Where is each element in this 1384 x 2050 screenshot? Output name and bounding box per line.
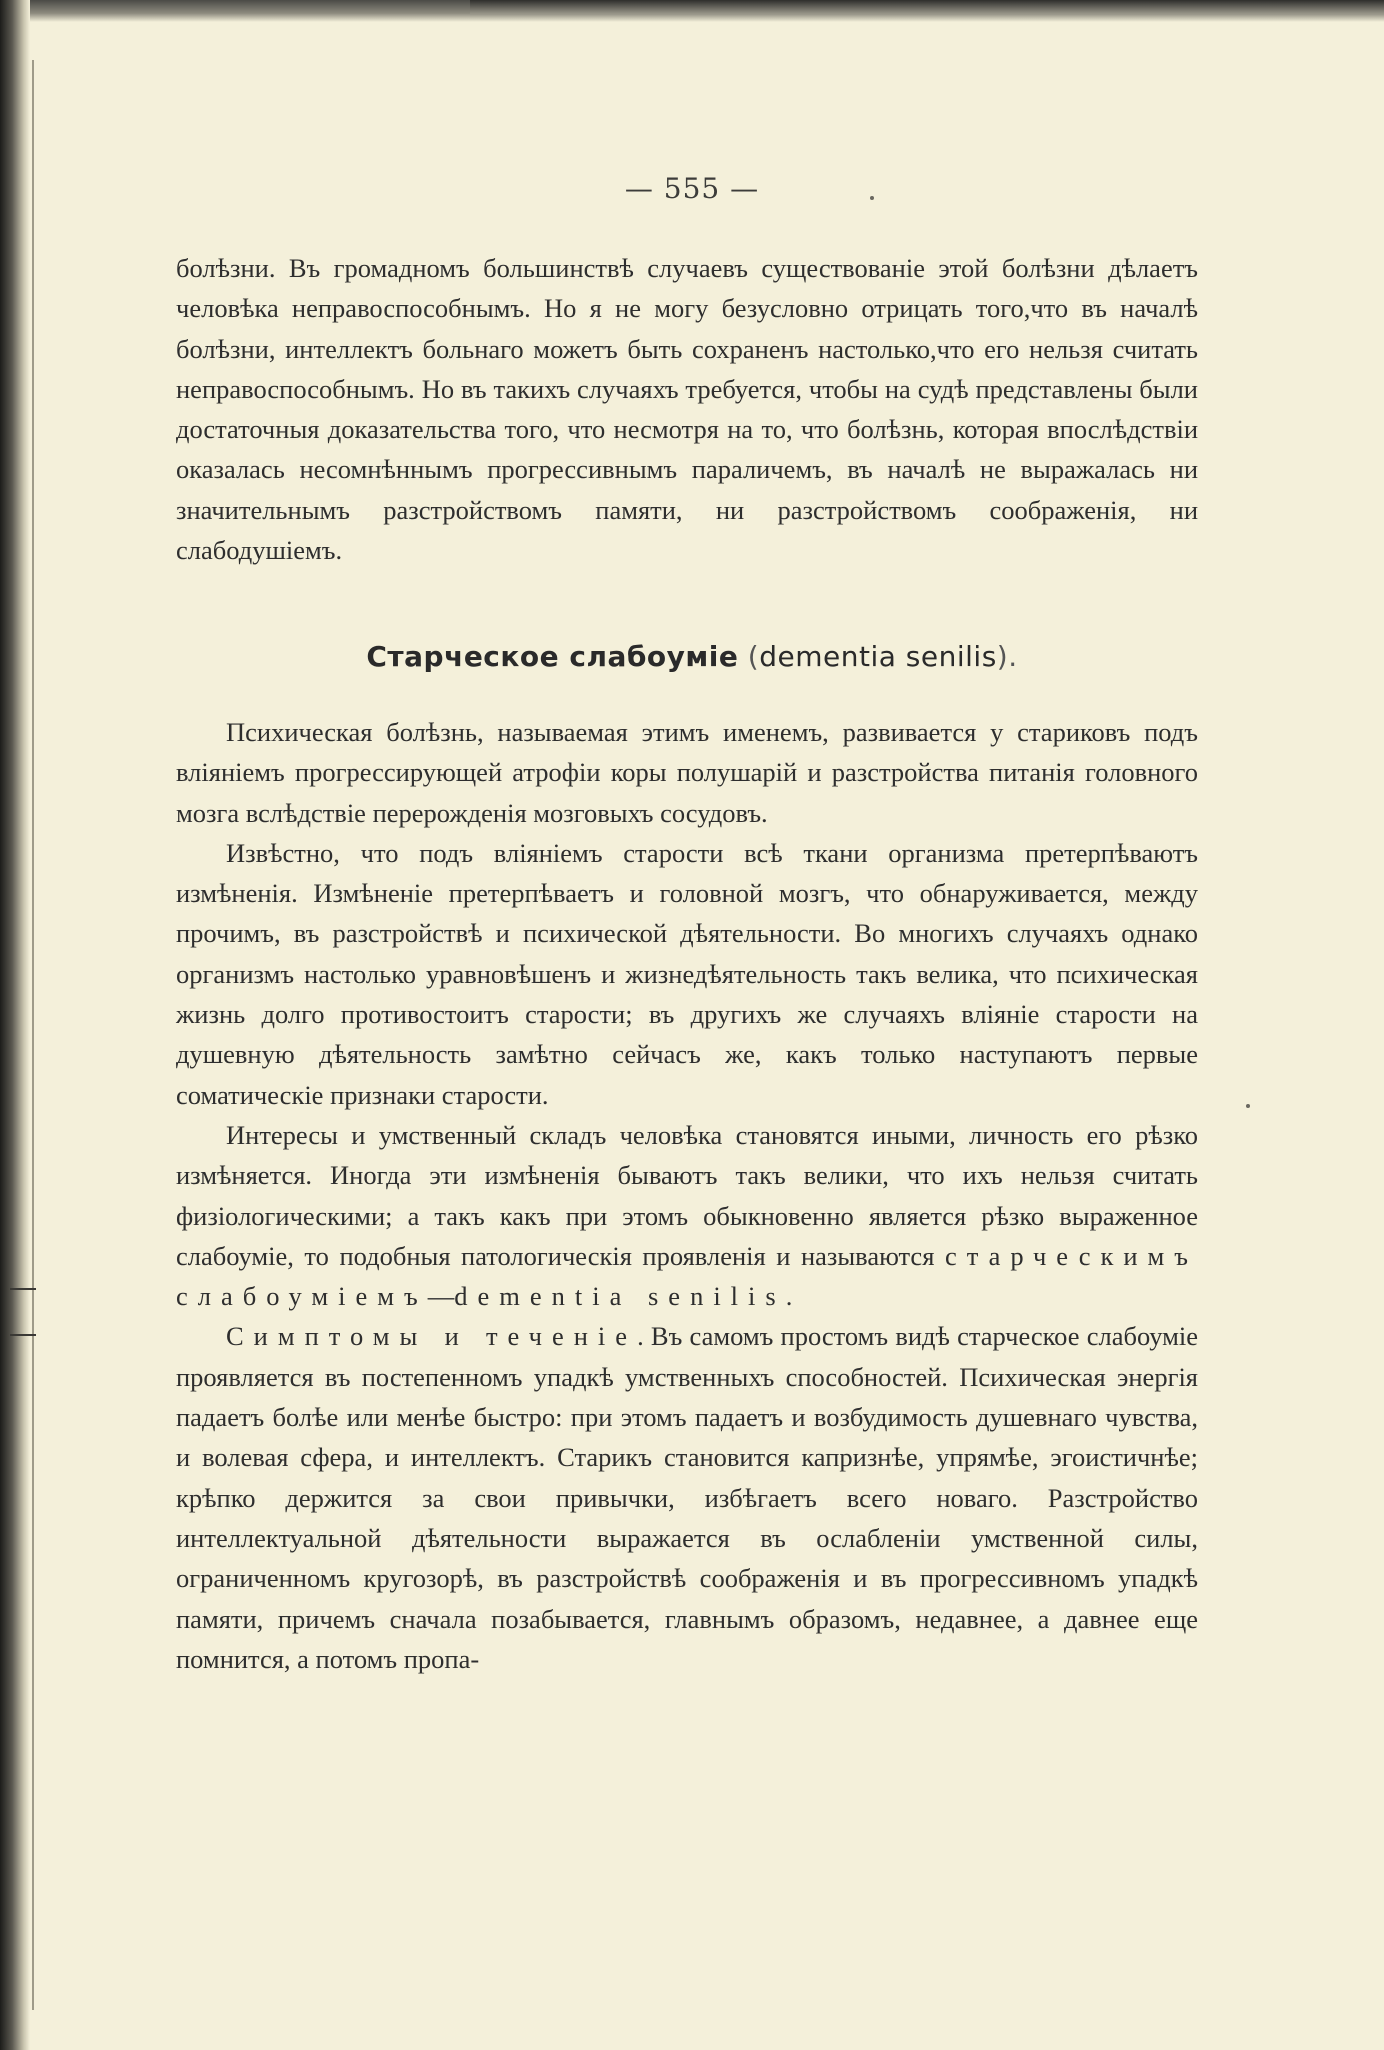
page-left-rule <box>32 60 34 2010</box>
continuation-text: болѣзни. Въ громадномъ большинствѣ случаевъ существованіе этой болѣзни дѣлаетъ человѣка неправоспособнымъ. Но я не могу безусловно отрицать того,что въ началѣ болѣзни, интеллектъ больнаго можетъ быть сохраненъ настолько,что его нельзя считать неправоспособнымъ. Но въ такихъ случаяхъ требуется, чтобы на судѣ представлены были достаточныя доказательства того, что несмотря на то, что болѣзнь, которая впослѣдствіи оказалась несомнѣннымъ прогрессивнымъ параличемъ, въ началѣ не выражалась ни значительнымъ разстройствомъ памяти, ни разстройствомъ соображенія, ни слабодушіемъ. <box>176 253 1198 566</box>
heading-russian: Старческое слабоумie <box>366 640 739 673</box>
spaced-term: старческимъ слабоуміемъ <box>176 1240 1198 1312</box>
heading-close-paren: ). <box>996 640 1018 673</box>
paragraph-3-text: Интересы и умственный складъ человѣка становятся иными, личность его рѣзко измѣняется. Иногда эти измѣненія бываютъ такъ велики, что ихъ нельзя считать физіологическими; а такъ какъ при этомъ обыкновенно является рѣзко выраженное слабоуміе, то подобныя патологическія проявленія и называются <box>176 1119 1198 1271</box>
paragraph-2: Извѣстно, что подъ вліяніемъ старости всѣ ткани организма претерпѣваютъ измѣненія. Измѣненіе претерпѣваетъ и головной мозгъ, что обнаруживается, между прочимъ, въ разстройствѣ и психической дѣятельности. Во многихъ случаяхъ однако организмъ настолько уравновѣшенъ и жизнедѣятельность такъ велика, что психическая жизнь долго противостоитъ старости; въ другихъ же случаяхъ вліяніе старости на душевную дѣятельность замѣтно сейчасъ же, какъ только наступаютъ первые соматическіе признаки старости. <box>176 837 1198 1110</box>
paragraph-4 <box>176 1316 1198 1679</box>
page-left-shadow <box>0 0 30 2050</box>
ink-speck <box>1246 1104 1250 1108</box>
paragraph-4-text: . Въ самомъ простомъ видѣ старческое слабоуміе проявляется въ постепенномъ упадкѣ умственныхъ способностей. Психическая энергія падаетъ болѣе или менѣе быстро: при этомъ падаетъ и возбудимость душевнаго чувства, и волевая сфера, и интеллектъ. Старикъ становится капризнѣе, упрямѣе, эгоистичнѣе; крѣпко держится за свои привычки, избѣгаетъ всего новаго. Разстройство интеллектуальной дѣятельности выражается въ ослабленіи умственной силы, ограниченномъ кругозорѣ, въ разстройствѣ соображенія и въ прогрессивномъ упадкѣ памяти, причемъ сначала позабывается, главнымъ образомъ, недавнее, а давнее еще помнится, а потомъ пропа- <box>176 1321 1198 1674</box>
page-top-binding <box>470 0 1384 14</box>
latin-term: dementia senilis <box>454 1281 786 1312</box>
margin-mark <box>10 1334 36 1336</box>
section-body <box>176 712 1198 1679</box>
heading-latin: dementia senilis <box>759 640 997 673</box>
continuation-paragraph <box>176 248 1198 570</box>
heading-open-paren: ( <box>738 640 760 673</box>
page-number: — 555 — <box>624 172 760 205</box>
section-heading <box>0 640 1384 673</box>
dash: — <box>427 1281 455 1312</box>
subsection-title: Симптомы и теченіе <box>226 1321 638 1352</box>
paragraph-3 <box>176 1115 1198 1316</box>
paragraph-3-end: . <box>785 1281 793 1312</box>
margin-mark <box>10 1288 36 1290</box>
paragraph-1: Психическая болѣзнь, называемая этимъ именемъ, развивается у стариковъ подъ вліяніемъ прогрессирующей атрофіи коры полушарій и разстройства питанія головного мозга вслѣдствіе перерожденія мозговыхъ сосудовъ. <box>176 717 1198 828</box>
